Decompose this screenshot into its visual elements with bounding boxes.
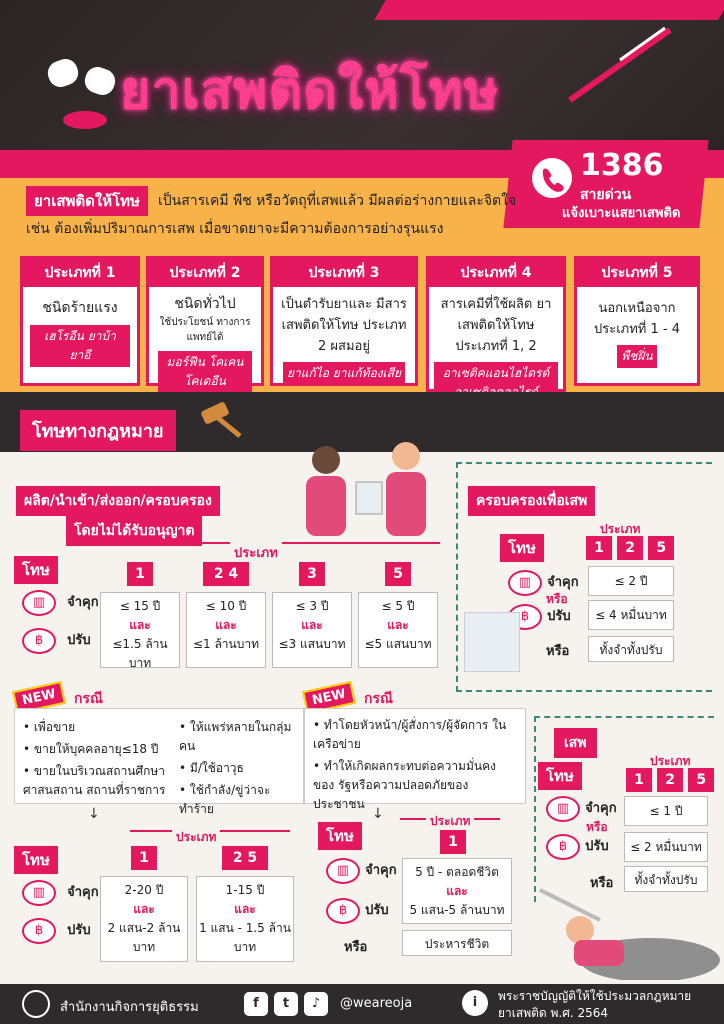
use-title: เสพ [554, 728, 597, 758]
case1-right-list [179, 715, 303, 822]
new-badge: NEW [302, 681, 356, 714]
phone-icon [530, 156, 574, 200]
fine-value: ≤1 ล้านบาท [192, 637, 260, 651]
jail-label: จำคุก [547, 575, 579, 590]
case2-fine-row [326, 898, 389, 924]
category-card-5 [574, 256, 700, 386]
case2-cell [402, 858, 512, 924]
produce-cell [186, 592, 266, 668]
case1-col-1 [100, 846, 188, 962]
hotline-label: สายด่วน [580, 187, 632, 203]
produce-title-2: โดยไม่ได้รับอนุญาต [66, 516, 202, 546]
type-number: 1 [586, 536, 612, 560]
case-item: • ทำโดยหัวหน้า/ผู้สั่งการ/ผู้จัดการ ในเครือข่าย [313, 716, 517, 754]
pill-capsule-icon [40, 50, 130, 140]
possess-fine-value: ≤ 4 หมื่นบาท [588, 600, 674, 630]
type-label: ประเภท [426, 812, 474, 831]
footer [0, 984, 724, 1024]
footer-law-1: พระราชบัญญัติให้ใช้ประมวลกฎหมาย [498, 989, 692, 1003]
type-number: 5 [688, 768, 714, 792]
use-fine-row [546, 834, 609, 860]
case2-or-value: ประหารชีวิต [402, 930, 512, 956]
case-item: • เพื่อขาย [23, 718, 173, 737]
footer-handle[interactable]: @weareoja [340, 996, 413, 1011]
fine-value: ≤3 แสนบาท [278, 637, 346, 651]
case1-left-list [23, 715, 173, 803]
page-title: ยาเสพติดให้โทษ [120, 61, 500, 121]
category-desc: สารเคมีที่ใช้ผลิต ยาเสพติดให้โทษ ประเภทที่ 1, 2 [440, 297, 552, 354]
type-number: 2 4 [203, 562, 249, 586]
jail-value: ≤ 15 ปี [119, 599, 161, 613]
hotline-number[interactable]: 1386 [580, 148, 664, 183]
category-example: มอร์ฟีน โคเคน โคเดอีน [158, 351, 252, 393]
type-number: 5 [385, 562, 411, 586]
info-icon: i [462, 990, 488, 1016]
produce-title-box [16, 486, 260, 546]
and-label: และ [129, 618, 151, 632]
produce-penalty-tag: โทษ [14, 556, 58, 584]
jail-value: 1-15 ปี [225, 883, 265, 897]
possess-both-value: ทั้งจำทั้งปรับ [588, 636, 674, 662]
category-card-2 [146, 256, 264, 386]
case-item: • ทำให้เกิดผลกระทบต่อความมั่นคงของ รัฐหรือความปลอดภัยของประชาชน [313, 757, 517, 814]
jail-value: ≤ 5 ปี [381, 599, 415, 613]
arrow-down-icon: ↓ [88, 806, 100, 822]
jail-label: จำคุก [365, 863, 397, 878]
or-label: หรือ [546, 592, 568, 606]
ministry-seal-icon [22, 990, 50, 1018]
and-label: และ [446, 884, 468, 898]
fine-value: 1 แสน - 1.5 ล้าน บาท [199, 921, 291, 954]
use-type-numbers [626, 768, 714, 792]
header-stripe [374, 0, 724, 20]
and-label: และ [387, 618, 409, 632]
category-head: ประเภทที่ 2 [149, 259, 261, 287]
case1-col-2 [196, 846, 294, 962]
category-desc: เป็นตำรับยาและ มีสารเสพติดให้โทษ ประเภท 2 ผสมอยู่ [281, 297, 407, 354]
jail-value: 2-20 ปี [124, 883, 164, 897]
and-label: และ [301, 618, 323, 632]
type-number: 1 [127, 562, 153, 586]
intro-text-1: เป็นสารเคมี พืช หรือวัตถุที่เสพแล้ว มีผลต่อร่างกายและจิตใจ [158, 193, 517, 209]
produce-cell [100, 592, 180, 668]
fine-value: ≤5 แสนบาท [364, 637, 432, 651]
jail-label: จำคุก [67, 885, 99, 900]
fine-label: ปรับ [547, 609, 571, 624]
produce-col-4 [358, 562, 438, 668]
jail-value: ≤ 3 ปี [295, 599, 329, 613]
produce-col-1 [100, 562, 180, 668]
case2-box [304, 708, 526, 811]
case1-jail-row [22, 880, 99, 906]
arrow-down-icon: ↓ [372, 806, 384, 822]
produce-col-3 [272, 562, 352, 668]
possess-type-numbers [586, 536, 674, 560]
fine-label: ปรับ [67, 633, 91, 648]
fine-label: ปรับ [365, 903, 389, 918]
jail-icon: ▥ [22, 590, 56, 616]
and-label: และ [234, 902, 256, 916]
use-type-label: ประเภท [650, 754, 691, 768]
addict-illustration [530, 880, 720, 980]
hotline-desc: แจ้งเบาะแสยาเสพติด [562, 206, 681, 221]
and-label: และ [215, 618, 237, 632]
fine-label: ปรับ [585, 839, 609, 854]
footer-law-2: ยาเสพติด พ.ศ. 2564 [498, 1006, 609, 1020]
case-item: • ขายให้บุคคลอายุ≤18 ปี [23, 740, 173, 759]
case-label: กรณี [74, 691, 103, 707]
syringe-icon [560, 20, 680, 110]
legal-title: โทษทางกฎหมาย [20, 410, 176, 451]
possess-jail-row [508, 570, 579, 596]
possess-penalty-tag: โทษ [500, 534, 544, 562]
use-both-value: ทั้งจำทั้งปรับ [624, 866, 708, 892]
category-example: เฮโรอีน ยาบ้า ยาอี [30, 325, 130, 367]
jail-label: จำคุก [585, 801, 617, 816]
type-label: ประเภท [230, 542, 282, 563]
possess-jail-value: ≤ 2 ปี [588, 566, 674, 596]
possess-type-label: ประเภท [600, 522, 641, 536]
produce-col-2 [186, 562, 266, 668]
fine-row [22, 628, 91, 654]
or-label: หรือ [586, 820, 608, 834]
money-icon: ฿ [326, 898, 360, 924]
use-jail-value: ≤ 1 ปี [624, 796, 708, 826]
case1-cell [100, 876, 188, 962]
produce-cell [358, 592, 438, 668]
jail-value: 5 ปี - ตลอดชีวิต [415, 865, 499, 879]
money-icon: ฿ [546, 834, 580, 860]
type-number: 1 [626, 768, 652, 792]
jail-value: ≤ 10 ปี [205, 599, 247, 613]
case2-jail-row [326, 858, 397, 884]
jail-icon: ▥ [326, 858, 360, 884]
type-number: 1 [440, 830, 466, 854]
type-number: 5 [648, 536, 674, 560]
category-head: ประเภทที่ 3 [273, 259, 415, 287]
tiktok-icon[interactable]: ♪ [304, 992, 328, 1016]
money-icon: ฿ [22, 918, 56, 944]
case-label: กรณี [364, 691, 393, 707]
case2-penalty-tag: โทษ [318, 822, 362, 850]
use-or-label: หรือ [590, 876, 614, 891]
category-card-1 [20, 256, 140, 386]
category-example: ยาแก้ไอ ยาแก้ท้องเสีย [283, 362, 405, 385]
footer-org: สำนักงานกิจการยุติธรรม [60, 1000, 199, 1015]
type-number: 2 [617, 536, 643, 560]
case2-list [313, 716, 517, 814]
use-fine-value: ≤ 2 หมื่นบาท [624, 832, 708, 862]
category-sub: ใช้ประโยชน์ ทางการแพทย์ได้ [159, 317, 251, 343]
possess-title: ครอบครองเพื่อเสพ [468, 486, 595, 516]
facebook-icon[interactable]: f [244, 992, 268, 1016]
use-penalty-tag: โทษ [538, 762, 582, 790]
fine-value: ≤1.5 ล้านบาท [112, 637, 168, 670]
jail-icon: ▥ [22, 880, 56, 906]
type-bracket [150, 542, 440, 544]
case1-box [14, 708, 304, 816]
type-label: ประเภท [172, 828, 220, 847]
case-item: • มี/ใช้อาวุธ [179, 759, 303, 778]
jail-icon: ▥ [546, 796, 580, 822]
case-item: • ให้แพร่หลายในกลุ่มคน [179, 718, 303, 756]
fine-value: 2 แสน-2 ล้าน บาท [107, 921, 181, 954]
intro-label: ยาเสพติดให้โทษ [26, 186, 148, 216]
case2-or-label: หรือ [344, 940, 368, 955]
money-icon: ฿ [22, 628, 56, 654]
category-card-4 [426, 256, 566, 392]
category-desc: ชนิดร้ายแรง [42, 300, 118, 316]
fine-label: ปรับ [67, 923, 91, 938]
possess-or-label: หรือ [546, 644, 570, 659]
intro-text-2: เช่น ต้องเพิ่มปริมาณการเสพ เมื่อขาดยาจะมีความต้องการอย่างรุนแรง [26, 221, 444, 237]
fine-value: 5 แสน-5 ล้านบาท [409, 903, 505, 917]
money-icon: ฿ [508, 604, 542, 630]
gavel-icon [196, 400, 246, 440]
case-item: • ใช้กำลัง/ขู่ว่าจะทำร้าย [179, 781, 303, 819]
type-number: 2 [657, 768, 683, 792]
drug-bag-illustration [464, 612, 520, 672]
twitter-icon[interactable]: t [274, 992, 298, 1016]
category-head: ประเภทที่ 5 [577, 259, 697, 287]
type-number: 2 5 [222, 846, 268, 870]
people-exchange-illustration [286, 440, 446, 550]
jail-row [22, 590, 99, 616]
jail-icon: ▥ [508, 570, 542, 596]
jail-label: จำคุก [67, 595, 99, 610]
case1-cell [196, 876, 294, 962]
new-badge: NEW [12, 681, 66, 714]
case1-fine-row [22, 918, 91, 944]
type-number: 3 [299, 562, 325, 586]
type-number: 1 [131, 846, 157, 870]
case1-penalty-tag: โทษ [14, 846, 58, 874]
and-label: และ [133, 902, 155, 916]
produce-cell [272, 592, 352, 668]
category-example: อาเซติคแอนไฮไดรด์ [434, 362, 558, 404]
produce-title-1: ผลิต/นำเข้า/ส่งออก/ครอบครอง [16, 486, 220, 516]
category-desc: นอกเหนือจาก ประเภทที่ 1 - 4 [594, 301, 680, 337]
category-card-3 [270, 256, 418, 386]
category-example: พืชฝิ่น [617, 345, 656, 368]
category-head: ประเภทที่ 4 [429, 259, 563, 287]
category-desc: ชนิดทั่วไป [174, 296, 236, 312]
category-head: ประเภทที่ 1 [23, 259, 137, 287]
case-item: • ขายในบริเวณสถานศึกษา ศาสนสถาน สถานที่ราชการ [23, 762, 173, 800]
